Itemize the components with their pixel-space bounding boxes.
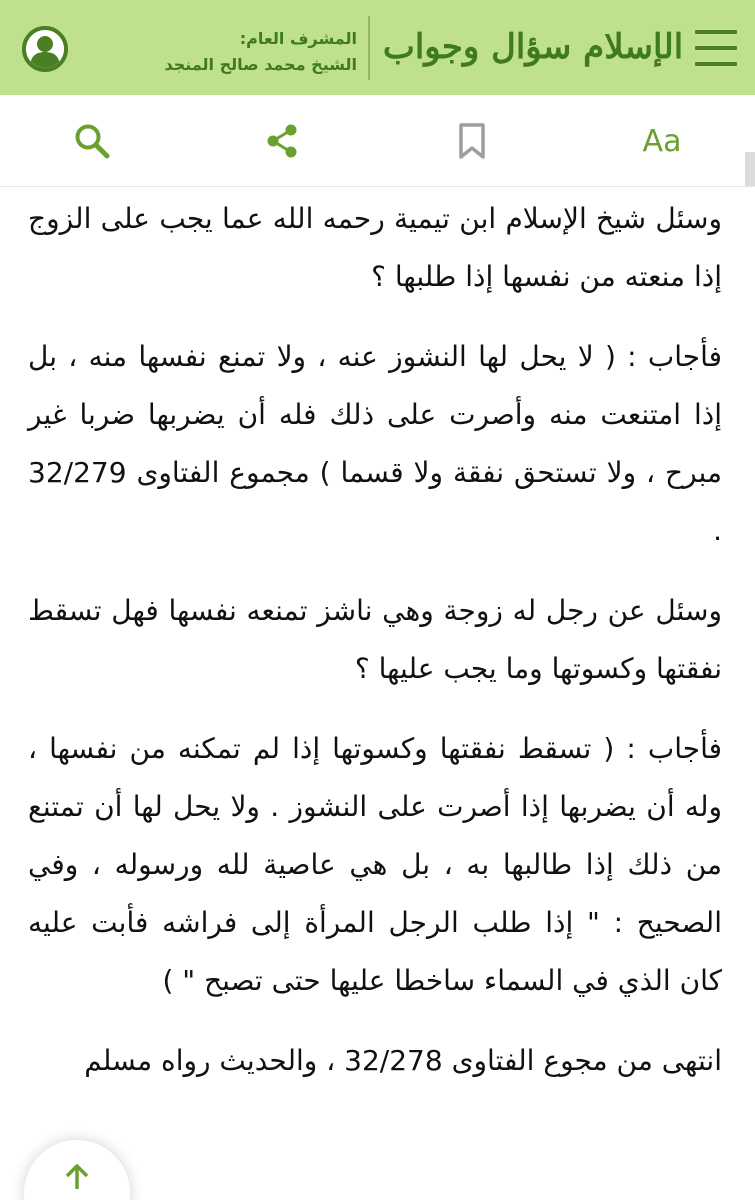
article-paragraph: وسئل شيخ الإسلام ابن تيمية رحمه الله عما يجب على الزوج إذا منعته من نفسها إذا طلبها ؟: [28, 202, 722, 293]
arrow-up-icon: [62, 1162, 92, 1192]
logo-text: الإسلام سؤال وجواب: [382, 27, 684, 67]
article-paragraph: انتهى من مجوع الفتاوى 32/278 ، والحديث رواه مسلم: [84, 1044, 722, 1077]
article-toolbar: [0, 95, 755, 187]
supervisor-info: [117, 26, 357, 78]
app-header: [0, 0, 755, 95]
bookmark-icon: [457, 122, 487, 160]
article-paragraph: فأجاب : ( تسقط نفقتها وكسوتها إذا لم تمكنه من نفسها ، وله أن يضربها إذا أصرت على النشوز . ولا يحل لها أن تمتنع من ذلك إذا طالبها به ، بل هي عاصية لله ورسوله ، وفي الصحيح : " إذا طلب الرجل المرأة إلى فراشه فأبت عليه كان الذي في السماء ساخطا عليها حتى تصبح " ): [28, 732, 722, 997]
supervisor-label: المشرف العام:: [239, 29, 357, 48]
header-divider: [368, 16, 370, 80]
scrollbar-thumb[interactable]: [745, 152, 755, 186]
hamburger-menu-icon[interactable]: [695, 30, 737, 66]
share-icon: [264, 123, 300, 159]
article-body: [28, 190, 722, 1112]
font-size-icon: Aa: [642, 123, 682, 159]
search-icon: [73, 122, 111, 160]
share-button[interactable]: [254, 113, 310, 169]
scroll-to-top-button[interactable]: [24, 1140, 130, 1200]
article-paragraph: فأجاب : ( لا يحل لها النشوز عنه ، ولا تمنع نفسها منه ، بل إذا امتنعت منه وأصرت على ذلك فله أن يضربها ضربا غير مبرح ، ولا تستحق نفقة ولا قسما ) مجموع الفتاوى 32/279 .: [28, 340, 722, 547]
user-avatar-icon[interactable]: [22, 26, 68, 72]
article-paragraph: وسئل عن رجل له زوجة وهي ناشز تمنعه نفسها فهل تسقط نفقتها وكسوتها وما يجب عليها ؟: [28, 594, 722, 685]
supervisor-name: الشيخ محمد صالح المنجد: [164, 55, 357, 74]
search-button[interactable]: [64, 113, 120, 169]
font-size-button[interactable]: [634, 113, 690, 169]
site-logo[interactable]: [382, 14, 684, 80]
bookmark-button[interactable]: [444, 113, 500, 169]
